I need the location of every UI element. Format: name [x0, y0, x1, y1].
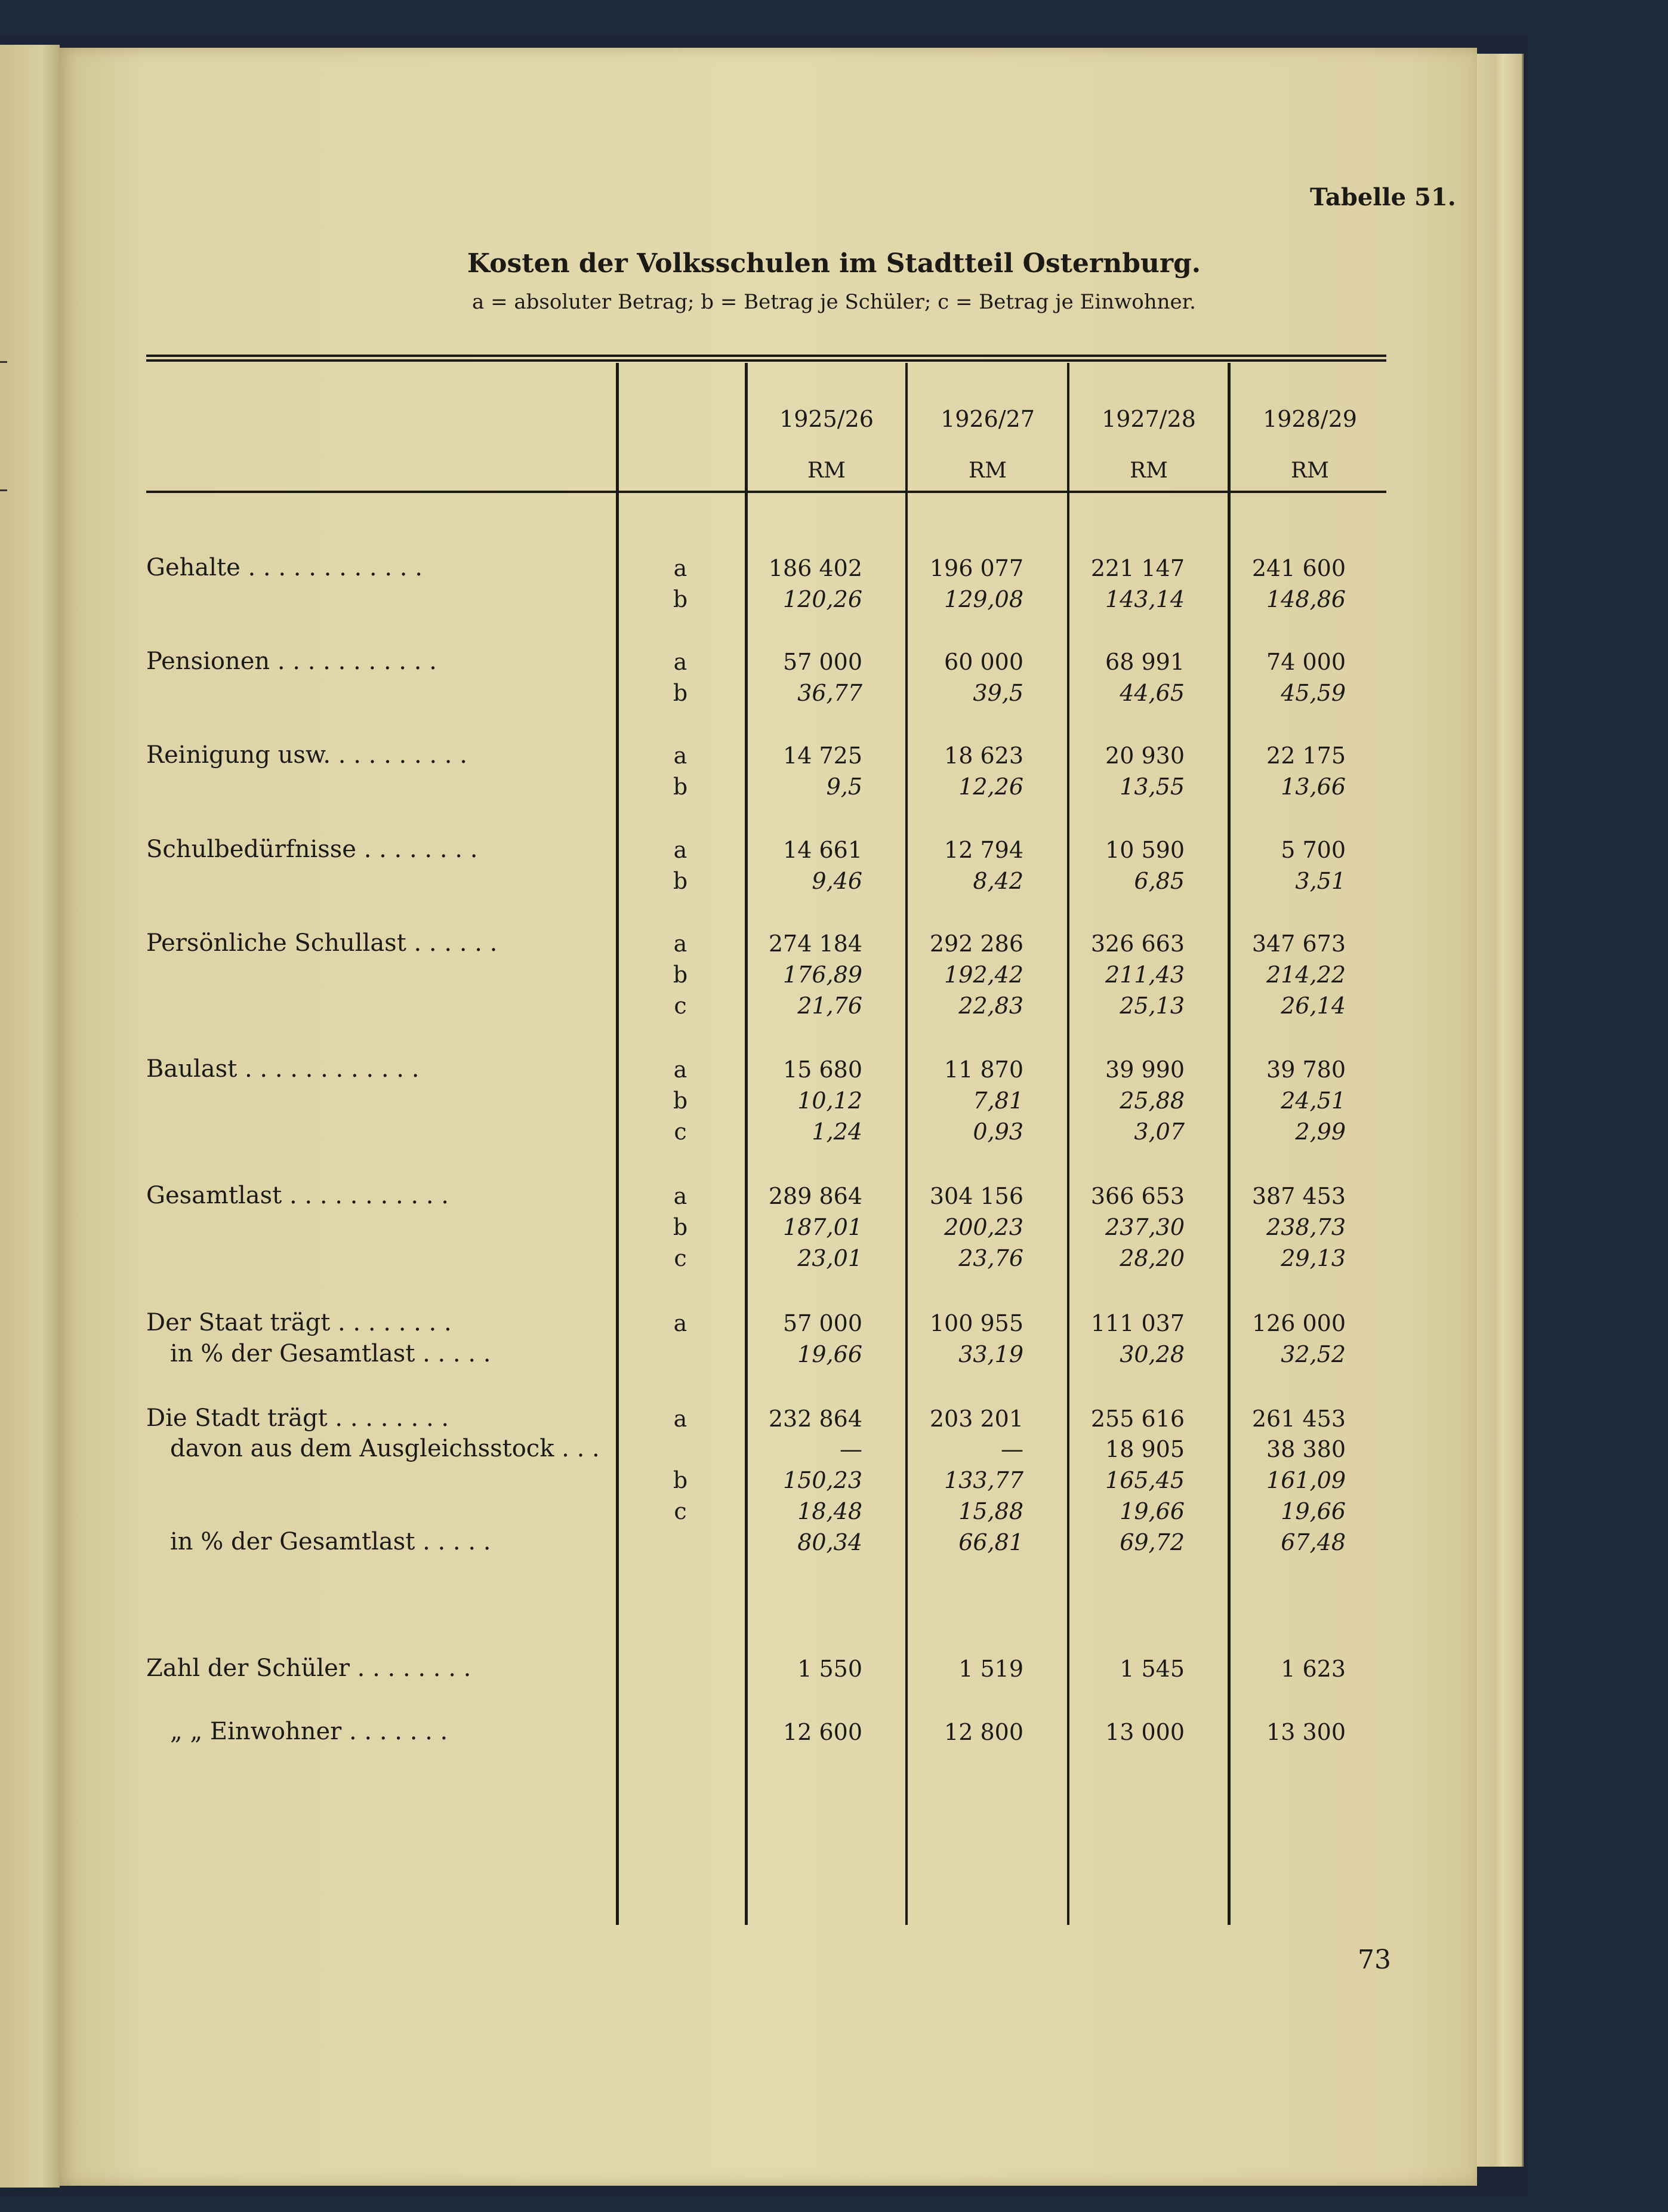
row-type-letter: a	[673, 1056, 687, 1083]
page-mark	[0, 361, 7, 363]
table-cell: 14 725	[783, 743, 862, 769]
table-cell: 0,93	[973, 1119, 1023, 1145]
row-label: Schulbedürfnisse . . . . . . . .	[146, 836, 478, 863]
row-type-letter: a	[673, 649, 687, 675]
table-cell: 19,66	[797, 1341, 862, 1367]
page-number: 73	[1358, 1945, 1391, 1975]
column-divider	[616, 363, 619, 1925]
table-cell: 100 955	[929, 1310, 1023, 1336]
table-cell: 13,66	[1281, 774, 1346, 800]
table-cell: 44,65	[1120, 680, 1185, 706]
year-header-2: 1926/27	[941, 406, 1035, 432]
table-cell: 211,43	[1105, 962, 1185, 988]
table-cell: 30,28	[1120, 1341, 1185, 1367]
table-cell: 1,24	[812, 1119, 862, 1145]
table-cell: 67,48	[1281, 1529, 1346, 1555]
table-cell: 39 780	[1266, 1056, 1346, 1083]
table-cell: —	[840, 1436, 862, 1462]
table-cell: 39 990	[1105, 1056, 1185, 1083]
table-cell: 5 700	[1281, 837, 1346, 863]
table-cell: 274 184	[768, 931, 862, 957]
table-cell: 304 156	[929, 1183, 1023, 1209]
unit-header-4: RM	[1291, 458, 1329, 483]
table-cell: 23,01	[797, 1245, 862, 1271]
row-type-letter: b	[673, 680, 688, 706]
table-cell: 126 000	[1251, 1310, 1346, 1336]
left-page-edge	[0, 45, 60, 2188]
table-cell: 2,99	[1295, 1119, 1346, 1145]
row-type-letter: a	[673, 1406, 687, 1432]
table-cell: 326 663	[1090, 931, 1185, 957]
year-header-1: 1925/26	[779, 406, 874, 432]
table-cell: 255 616	[1090, 1406, 1185, 1432]
table-cell: 20 930	[1105, 743, 1185, 769]
table-cell: 68 991	[1105, 649, 1185, 675]
row-label: Persönliche Schullast . . . . . .	[146, 929, 498, 957]
table-cell: 19,66	[1120, 1498, 1185, 1524]
document-page	[60, 48, 1477, 2186]
table-cell: 366 653	[1090, 1183, 1185, 1209]
row-type-letter: a	[673, 1310, 687, 1336]
year-header-4: 1928/29	[1263, 406, 1357, 432]
table-cell: 148,86	[1266, 586, 1346, 612]
table-cell: 292 286	[929, 931, 1023, 957]
table-cell: 18,48	[797, 1498, 862, 1524]
row-type-letter: b	[673, 586, 688, 612]
table-cell: 15,88	[958, 1498, 1023, 1524]
table-cell: 10,12	[797, 1087, 862, 1114]
table-cell: 29,13	[1281, 1245, 1346, 1271]
row-label: Gehalte . . . . . . . . . . . .	[146, 554, 423, 581]
unit-header-1: RM	[807, 458, 846, 483]
table-cell: 9,5	[826, 774, 862, 800]
table-cell: 1 519	[958, 1656, 1023, 1682]
table-cell: 39,5	[973, 680, 1023, 706]
table-cell: 23,76	[958, 1245, 1023, 1271]
table-cell: 203 201	[929, 1406, 1023, 1432]
row-type-letter: c	[674, 1119, 687, 1145]
table-cell: 24,51	[1281, 1087, 1346, 1114]
table-cell: 36,77	[797, 680, 862, 706]
table-cell: 221 147	[1090, 555, 1185, 581]
row-type-letter: b	[673, 1087, 688, 1114]
table-cell: 192,42	[944, 962, 1023, 988]
table-cell: 3,07	[1134, 1119, 1185, 1145]
row-type-letter: c	[674, 1498, 687, 1524]
table-number: Tabelle 51.	[1310, 183, 1456, 211]
table-cell: 13,55	[1120, 774, 1185, 800]
unit-header-3: RM	[1130, 458, 1168, 483]
table-subtitle: a = absoluter Betrag; b = Betrag je Schüler; c = Betrag je Einwohner.	[472, 290, 1196, 314]
table-cell: 347 673	[1251, 931, 1346, 957]
table-cell: 60 000	[944, 649, 1023, 675]
table-cell: 289 864	[768, 1183, 862, 1209]
row-type-letter: b	[673, 1214, 688, 1240]
table-cell: 1 623	[1281, 1656, 1346, 1682]
row-label: in % der Gesamtlast . . . . .	[170, 1340, 491, 1367]
table-cell: 18 623	[944, 743, 1023, 769]
table-cell: 57 000	[783, 1310, 862, 1336]
table-cell: 161,09	[1266, 1467, 1346, 1493]
table-cell: 237,30	[1105, 1214, 1185, 1240]
table-cell: 57 000	[783, 649, 862, 675]
table-cell: 133,77	[944, 1467, 1023, 1493]
table-cell: 12 800	[944, 1719, 1023, 1745]
row-label: Baulast . . . . . . . . . . . .	[146, 1055, 420, 1083]
row-type-letter: a	[673, 555, 687, 581]
table-cell: 13 000	[1105, 1719, 1185, 1745]
table-cell: 165,45	[1105, 1467, 1185, 1493]
row-label: Reinigung usw. . . . . . . . . .	[146, 741, 467, 769]
header-rule-top	[146, 355, 1386, 357]
row-label: Gesamtlast . . . . . . . . . . .	[146, 1182, 449, 1209]
table-cell: 261 453	[1251, 1406, 1346, 1432]
year-header-3: 1927/28	[1102, 406, 1196, 432]
row-type-letter: c	[674, 993, 687, 1019]
table-cell: 387 453	[1251, 1183, 1346, 1209]
table-cell: 3,51	[1295, 868, 1346, 894]
row-label: Zahl der Schüler . . . . . . . .	[146, 1655, 471, 1682]
table-cell: 129,08	[944, 586, 1023, 612]
row-label: in % der Gesamtlast . . . . .	[170, 1528, 491, 1555]
page-mark	[0, 489, 7, 491]
header-rule-top-double	[146, 359, 1386, 362]
table-cell: 186 402	[768, 555, 862, 581]
table-cell: 12 600	[783, 1719, 862, 1745]
table-cell: 80,34	[797, 1529, 862, 1555]
row-type-letter: b	[673, 868, 688, 894]
row-type-letter: b	[673, 1467, 688, 1493]
table-cell: 187,01	[783, 1214, 862, 1240]
table-cell: 150,23	[783, 1467, 862, 1493]
row-type-letter: a	[673, 931, 687, 957]
table-cell: 66,81	[958, 1529, 1023, 1555]
table-cell: 22,83	[958, 993, 1023, 1019]
table-cell: 11 870	[944, 1056, 1023, 1083]
table-cell: 111 037	[1090, 1310, 1185, 1336]
table-cell: 19,66	[1281, 1498, 1346, 1524]
table-cell: 12 794	[944, 837, 1023, 863]
row-type-letter: b	[673, 774, 688, 800]
table-cell: 32,52	[1281, 1341, 1346, 1367]
table-cell: 45,59	[1281, 680, 1346, 706]
table-cell: 238,73	[1266, 1214, 1346, 1240]
table-cell: 1 545	[1120, 1656, 1185, 1682]
row-type-letter: a	[673, 743, 687, 769]
table-cell: 1 550	[797, 1656, 862, 1682]
row-type-letter: c	[674, 1245, 687, 1271]
table-cell: 14 661	[783, 837, 862, 863]
row-label: Pensionen . . . . . . . . . . .	[146, 648, 437, 675]
unit-header-2: RM	[969, 458, 1007, 483]
table-cell: 9,46	[812, 868, 862, 894]
table-cell: 241 600	[1251, 555, 1346, 581]
row-type-letter: a	[673, 1183, 687, 1209]
table-cell: 33,19	[958, 1341, 1023, 1367]
table-cell: 8,42	[973, 868, 1023, 894]
table-cell: 200,23	[944, 1214, 1023, 1240]
table-cell: 28,20	[1120, 1245, 1185, 1271]
table-cell: 74 000	[1266, 649, 1346, 675]
header-rule-bottom	[146, 491, 1386, 493]
table-cell: 176,89	[783, 962, 862, 988]
table-cell: 21,76	[797, 993, 862, 1019]
table-cell: 26,14	[1281, 993, 1346, 1019]
row-type-letter: b	[673, 962, 688, 988]
table-cell: 25,13	[1120, 993, 1185, 1019]
row-label: Der Staat trägt . . . . . . . .	[146, 1309, 452, 1336]
table-cell: 10 590	[1105, 837, 1185, 863]
table-cell: 7,81	[973, 1087, 1023, 1114]
table-title: Kosten der Volksschulen im Stadtteil Osternburg.	[467, 248, 1201, 279]
table-cell: 18 905	[1105, 1436, 1185, 1462]
table-cell: 196 077	[929, 555, 1023, 581]
table-cell: 13 300	[1266, 1719, 1346, 1745]
table-cell: —	[1001, 1436, 1023, 1462]
table-cell: 232 864	[768, 1406, 862, 1432]
table-cell: 38 380	[1266, 1436, 1346, 1462]
table-cell: 6,85	[1134, 868, 1185, 894]
page-edge	[1474, 54, 1524, 2167]
table-cell: 25,88	[1120, 1087, 1185, 1114]
row-type-letter: a	[673, 837, 687, 863]
row-label: Die Stadt trägt . . . . . . . .	[146, 1404, 449, 1432]
table-cell: 69,72	[1120, 1529, 1185, 1555]
table-cell: 143,14	[1105, 586, 1185, 612]
table-cell: 214,22	[1266, 962, 1346, 988]
table-cell: 12,26	[958, 774, 1023, 800]
table-cell: 120,26	[783, 586, 862, 612]
row-label: „ „ Einwohner . . . . . . .	[170, 1718, 448, 1745]
table-cell: 15 680	[783, 1056, 862, 1083]
table-cell: 22 175	[1266, 743, 1346, 769]
row-label: davon aus dem Ausgleichsstock . . .	[170, 1435, 600, 1462]
